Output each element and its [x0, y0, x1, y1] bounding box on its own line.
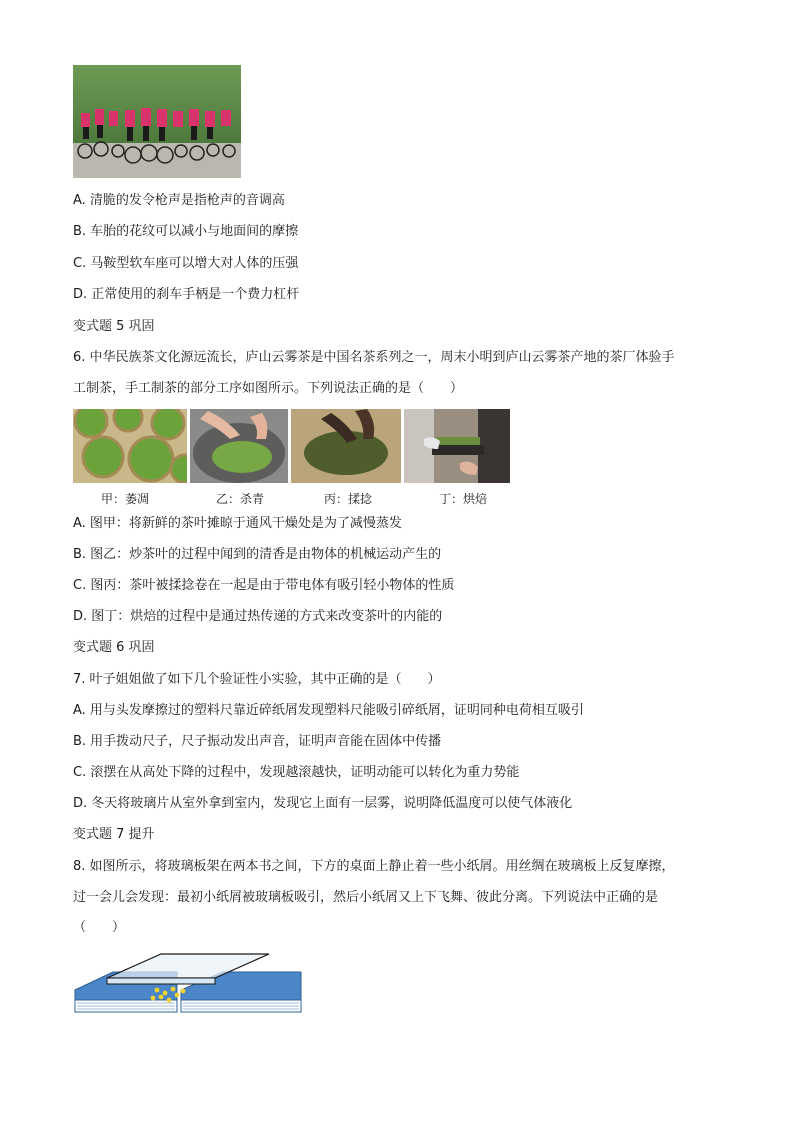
q6-option-c: C. 图丙：茶叶被揉捻卷在一起是由于带电体有吸引轻小物体的性质: [73, 578, 455, 593]
glass-plate-books-diagram: [73, 950, 303, 1020]
q8-stem-line3: （ ）: [73, 920, 126, 935]
q7-option-a: A. 用与头发摩擦过的塑料尺靠近碎纸屑发现塑料尺能吸引碎纸屑，证明同种电荷相互吸引: [73, 703, 584, 718]
tea-fixing-photo: [190, 409, 288, 483]
q8-stem-line1: 8. 如图所示，将玻璃板架在两本书之间，下方的桌面上静止着一些小纸屑。用丝绸在玻璃板上反复摩擦，: [73, 859, 675, 874]
tea-rolling-photo: [291, 409, 401, 483]
variant-6-label: 变式题 6 巩固: [73, 640, 155, 655]
q6-option-d: D. 图丁：烘焙的过程中是通过热传递的方式来改变茶叶的内能的: [73, 609, 443, 624]
tea-caption-yi: 乙：杀青: [216, 492, 265, 506]
q5-option-a: A. 清脆的发令枪声是指枪声的音调高: [73, 193, 285, 208]
q8-stem-line2: 过一会儿会发现：最初小纸屑被玻璃板吸引，然后小纸屑又上下飞舞、彼此分离。下列说法中正确的是: [73, 890, 659, 905]
tea-caption-jia: 甲：萎凋: [101, 492, 150, 506]
tea-caption-bing: 丙：揉捻: [324, 492, 373, 506]
q7-option-b: B. 用手拨动尺子，尺子振动发出声音，证明声音能在固体中传播: [73, 734, 442, 749]
cyclists-photo: [73, 65, 241, 178]
tea-caption-ding: 丁：烘焙: [439, 492, 488, 506]
q7-option-d: D. 冬天将玻璃片从室外拿到室内，发现它上面有一层雾，说明降低温度可以使气体液化: [73, 796, 573, 811]
q6-stem-line2: 工制茶，手工制茶的部分工序如图所示。下列说法正确的是（ ）: [73, 381, 464, 396]
q7-stem: 7. 叶子姐姐做了如下几个验证性小实验，其中正确的是（ ）: [73, 672, 441, 687]
q6-option-b: B. 图乙：炒茶叶的过程中闻到的清香是由物体的机械运动产生的: [73, 547, 442, 562]
variant-7-label: 变式题 7 提升: [73, 827, 155, 842]
variant-5-label: 变式题 5 巩固: [73, 319, 155, 334]
tea-baking-photo: [404, 409, 510, 483]
q6-stem-line1: 6. 中华民族茶文化源远流长，庐山云雾茶是中国名茶系列之一，周末小明到庐山云雾茶产地的茶厂体验手: [73, 350, 675, 365]
q6-option-a: A. 图甲：将新鲜的茶叶摊晾于通风干燥处是为了减慢蒸发: [73, 516, 402, 531]
q5-option-c: C. 马鞍型软车座可以增大对人体的压强: [73, 256, 299, 271]
tea-withering-photo: [73, 409, 187, 483]
q5-option-d: D. 正常使用的刹车手柄是一个费力杠杆: [73, 287, 300, 302]
q7-option-c: C. 滚摆在从高处下降的过程中，发现越滚越快，证明动能可以转化为重力势能: [73, 765, 520, 780]
q5-option-b: B. 车胎的花纹可以减小与地面间的摩擦: [73, 224, 299, 239]
